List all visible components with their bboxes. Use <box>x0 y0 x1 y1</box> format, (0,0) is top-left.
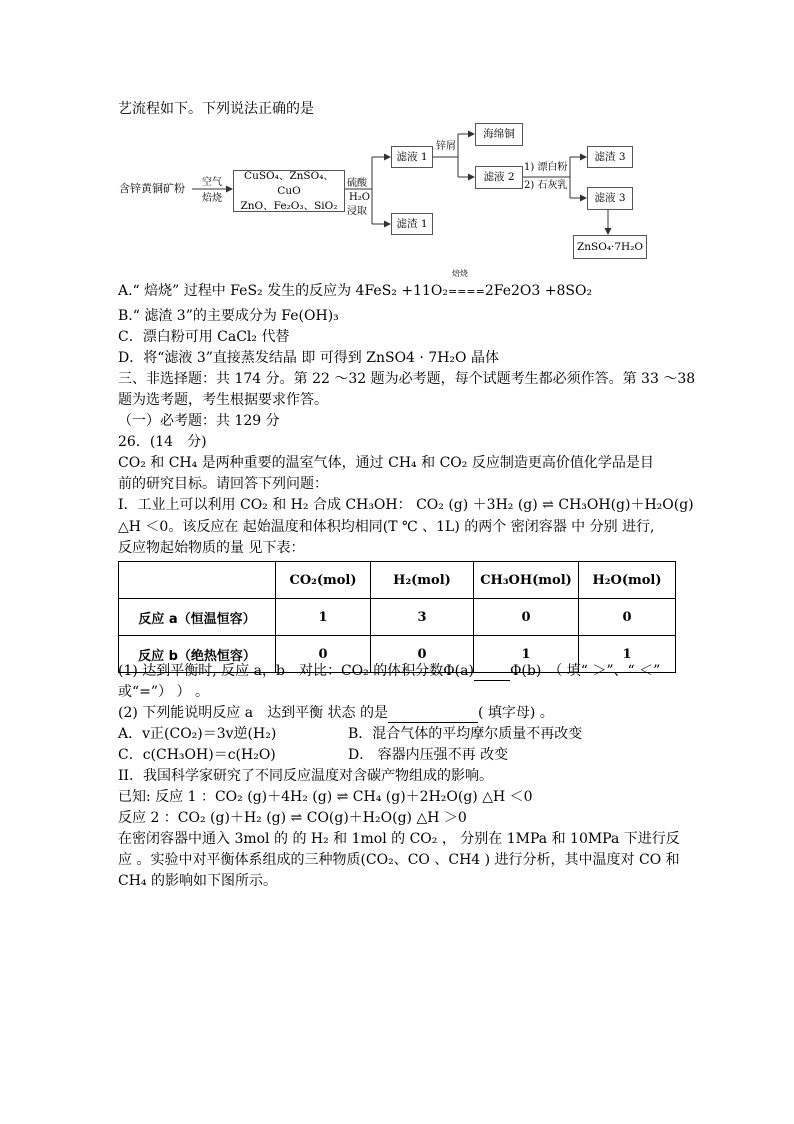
table-header-row <box>119 562 676 599</box>
step2-mid-label: H₂O <box>349 192 370 203</box>
step2-top-label: 硫酸 <box>347 178 367 189</box>
filtrate1-box: 滤液 1 <box>391 146 433 168</box>
table-cell: 0 <box>579 599 676 636</box>
option-c: C．漂白粉可用 CaCl₂ 代替 <box>118 329 290 345</box>
step2-bottom-label: 浸取 <box>347 206 367 217</box>
mix-box <box>233 170 345 212</box>
option-a-arrow-group <box>448 269 485 301</box>
option-a-post: 2Fe2O3 +8SO₂ <box>484 283 593 299</box>
q1-line2: 或“=”） ） 。 <box>118 684 209 700</box>
option-d: D．将“滤液 3”直接蒸发结晶 即 可得到 ZnSO4 · 7H₂O 晶体 <box>118 350 499 366</box>
table-header-cell <box>119 562 276 599</box>
table-cell: 1 <box>474 636 579 673</box>
q26-para1: CO₂ 和 CH₄ 是两种重要的温室气体，通过 CH₄ 和 CO₂ 反应制造更高价值化学品是目 <box>118 455 654 471</box>
filtrate3-box: 滤液 3 <box>587 187 633 210</box>
q2-part-b: ( 填字母) 。 <box>477 705 554 721</box>
table-cell: 1 <box>579 636 676 673</box>
q1-part-b: Φ(b) （ 填“ ＞”、“ ＜” <box>509 663 661 679</box>
step1-top-label: 空气 <box>202 177 222 188</box>
product-box: ZnSO₄·7H₂O <box>573 235 647 259</box>
table-header-cell: H₂(mol) <box>371 562 474 599</box>
experiment-line2: 应 。实验中对平衡体系组成的三种物质(CO₂、CO 、CH4 ) 进行分析，其中温度对 CO 和 <box>118 852 680 868</box>
residue3-box: 滤渣 3 <box>587 146 633 168</box>
part-ii-heading: II．我国科学家研究了不同反应温度对含碳产物组成的影响。 <box>118 768 494 784</box>
question-26-header: 26．(14 分) <box>118 434 207 450</box>
option-a-arrow: ==== <box>448 285 485 298</box>
section3-line3: （一）必考题：共 129 分 <box>118 413 280 429</box>
intro-line: 艺流程如下。下列说法正确的是 <box>118 101 314 117</box>
table-cell: 0 <box>371 636 474 673</box>
step3-bottom-label: 2) 石灰乳 <box>524 180 568 191</box>
q2-line <box>118 704 554 723</box>
q26-para2: 前的研究目标。请回答下列问题： <box>118 476 328 492</box>
table-row-header: 反应 a（恒温恒容） <box>119 599 276 636</box>
option-a-condition: 焙烧 <box>452 269 468 278</box>
q2-option-c: C．c(CH₃OH)＝c(H₂O) <box>118 747 276 763</box>
table-row <box>119 599 676 636</box>
table-cell: 1 <box>276 599 371 636</box>
sponge-copper-box: 海绵铜 <box>475 123 523 146</box>
zinc-label: 锌屑 <box>436 141 456 152</box>
q2-option-a: A．v正(CO₂)＝3v逆(H₂) <box>118 726 277 742</box>
q26-para3: I．工业上可以利用 CO₂ 和 H₂ 合成 CH₃OH： CO₂ (g) ＋3H₂ (g) ⇌ CH₃OH(g)＋H₂O(g) <box>118 497 694 513</box>
start-material: 含锌黄铜矿粉 <box>119 182 185 195</box>
table-header-cell: CH₃OH(mol) <box>474 562 579 599</box>
table-cell: 0 <box>276 636 371 673</box>
filtrate2-box: 滤液 2 <box>475 166 523 189</box>
table-row-header: 反应 b（绝热恒容） <box>119 636 276 673</box>
initial-amounts-table <box>118 561 676 673</box>
option-b: B.“ 滤渣 3”的主要成分为 Fe(OH)₃ <box>118 308 339 324</box>
section3-line1: 三、非选择题：共 174 分。第 22 ～32 题为必考题，每个试题考生都必须作答。第 33 ～38 <box>118 371 696 387</box>
experiment-line1: 在密闭容器中通入 3mol 的 的 H₂ 和 1mol 的 CO₂ ， 分别在 1MPa 和 10MPa 下进行反 <box>118 831 680 847</box>
table-header-cell: H₂O(mol) <box>579 562 676 599</box>
table-cell: 3 <box>371 599 474 636</box>
mix-box-line2: ZnO、Fe₂O₃、SiO₂ <box>240 199 338 212</box>
q26-para5: 反应物起始物质的量 见下表： <box>118 540 305 556</box>
q26-para4: △H ＜0。该反应在 起始温度和体积均相同(T ℃ 、1L) 的两个 密闭容器 中 分别 进行, <box>118 519 655 535</box>
q2-answer-blank[interactable] <box>388 704 478 723</box>
option-a-pre: A.“ 焙烧” 过程中 FeS₂ 发生的反应为 4FeS₂ +11O₂ <box>118 283 448 299</box>
table-header-cell: CO₂(mol) <box>276 562 371 599</box>
residue1-box: 滤渣 1 <box>391 213 433 235</box>
reaction-1: 已知: 反应 1 ：CO₂ (g)＋4H₂ (g) ⇌ CH₄ (g)＋2H₂O(g) △H ＜0 <box>118 789 533 805</box>
section3-line2: 题为选考题，考生根据要求作答。 <box>118 392 328 408</box>
q2-option-d: D． 容器内压强不再 改变 <box>348 747 509 763</box>
step3-top-label: 1) 漂白粉 <box>524 162 568 173</box>
q1-line1 <box>118 662 660 681</box>
option-a <box>118 269 593 301</box>
reaction-2: 反应 2 ：CO₂ (g)＋H₂ (g) ⇌ CO(g)＋H₂O(g) △H ＞0 <box>118 810 467 826</box>
experiment-line3: CH₄ 的影响如下图所示。 <box>118 873 277 889</box>
q1-answer-blank[interactable] <box>474 662 510 681</box>
q1-part-a: (1) 达到平衡时, 反应 a，b 对比：CO₂ 的体积分数Φ(a) <box>118 663 474 679</box>
step1-bottom-label: 焙烧 <box>202 193 222 204</box>
table-cell: 0 <box>474 599 579 636</box>
q2-part-a: (2) 下列能说明反应 a 达到平衡 状态 的是 <box>118 705 388 721</box>
mix-box-line1: CuSO₄、ZnSO₄、CuO <box>244 169 334 197</box>
q2-option-b: B．混合气体的平均摩尔质量不再改变 <box>348 726 583 742</box>
